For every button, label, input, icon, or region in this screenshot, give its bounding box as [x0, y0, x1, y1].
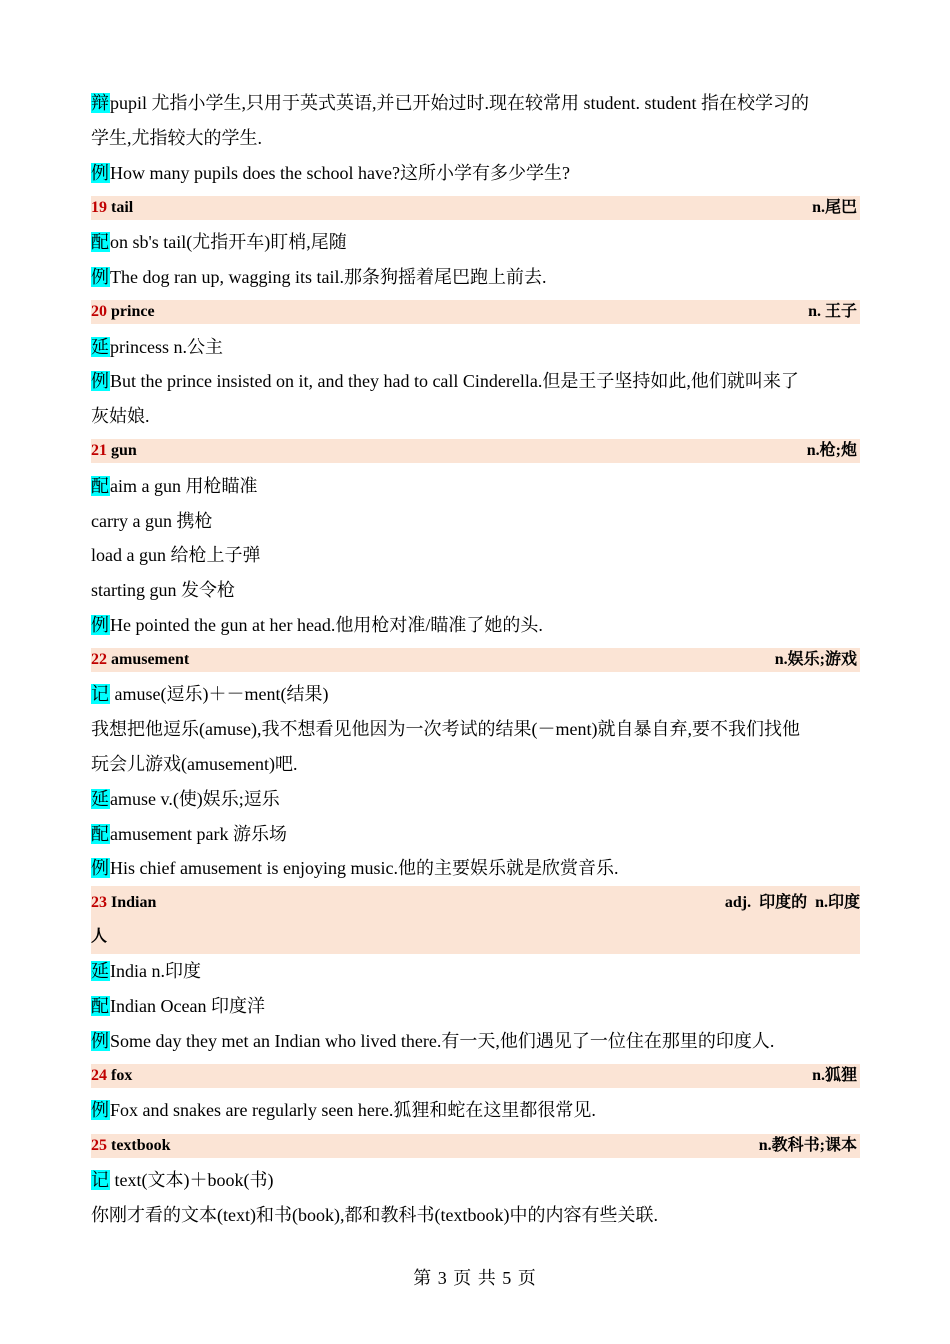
line-text: His chief amusement is enjoying music.他的主要娱乐就是欣赏音乐. — [110, 858, 619, 879]
line-text: amuse(逗乐)＋－ment(结果) — [110, 684, 329, 705]
tag-li: 例 — [91, 371, 109, 392]
tag-li: 例 — [91, 1100, 109, 1121]
entry-pos: n.狐狸 — [812, 1067, 857, 1085]
entry-number: 24 — [91, 1067, 107, 1085]
tag-li: 例 — [91, 162, 109, 183]
text-line — [91, 364, 860, 399]
line-text: 学生,尤指较大的学生. — [91, 127, 262, 148]
text-line — [91, 782, 860, 817]
entry-word: gun — [111, 442, 137, 460]
entry-number: 22 — [91, 651, 107, 669]
entry-word: amusement — [111, 651, 190, 669]
line-text: The dog ran up, wagging its tail.那条狗摇着尾巴跑上前去. — [110, 266, 547, 287]
tag-li: 例 — [91, 614, 109, 635]
text-line — [91, 1198, 860, 1233]
line-text: princess n.公主 — [110, 336, 223, 357]
line-text: He pointed the gun at her head.他用枪对准/瞄准了她的头. — [110, 614, 543, 635]
entry-word: tail — [111, 198, 134, 216]
entry-header-24 — [91, 1064, 860, 1088]
entry-header-25 — [91, 1134, 860, 1158]
page-content — [91, 86, 860, 1233]
entry-pos-continued: 人 — [91, 928, 108, 946]
text-line — [91, 1093, 860, 1128]
tag-yan: 延 — [91, 788, 109, 809]
line-text: 我想把他逗乐(amuse),我不想看见他因为一次考试的结果(－ment)就自暴自弃,要不我们找他 — [91, 719, 800, 740]
line-text: amusement park 游乐场 — [110, 823, 287, 844]
line-text: carry a gun 携枪 — [91, 510, 213, 531]
entry-pos: n.尾巴 — [812, 198, 857, 216]
text-line — [91, 399, 860, 434]
text-line — [91, 538, 860, 573]
text-line — [91, 225, 860, 260]
entry-pos: adj. 印度的 n.印度 — [724, 894, 860, 912]
tag-pei: 配 — [91, 823, 109, 844]
entry-header-19 — [91, 196, 860, 220]
line-text: starting gun 发令枪 — [91, 580, 235, 601]
entry-pos: n. 王子 — [808, 303, 857, 321]
text-line — [91, 504, 860, 539]
text-line — [91, 260, 860, 295]
line-text: Fox and snakes are regularly seen here.狐狸和蛇在这里都很常见. — [110, 1100, 596, 1121]
entry-word: Indian — [111, 894, 157, 912]
text-line — [91, 156, 860, 191]
entry-number: 25 — [91, 1136, 107, 1154]
text-line — [91, 573, 860, 608]
line-text: 灰姑娘. — [91, 406, 150, 427]
entry-header-23 — [91, 886, 860, 954]
tag-yan: 延 — [91, 961, 109, 982]
entry-number: 20 — [91, 303, 107, 321]
entry-word: prince — [111, 303, 155, 321]
line-text: on sb's tail(尤指开车)盯梢,尾随 — [110, 232, 347, 253]
tag-pei: 配 — [91, 996, 109, 1017]
line-text: India n.印度 — [110, 961, 201, 982]
text-line — [91, 608, 860, 643]
tag-ji: 记 — [91, 684, 109, 705]
entry-number: 23 — [91, 894, 107, 912]
tag-yan: 延 — [91, 336, 109, 357]
line-text: text(文本)＋book(书) — [110, 1170, 274, 1191]
text-line — [91, 677, 860, 712]
page-footer: 第 3 页 共 5 页 — [413, 1268, 537, 1288]
text-line — [91, 469, 860, 504]
tag-pei: 配 — [91, 232, 109, 253]
entry-header-21 — [91, 439, 860, 463]
tag-li: 例 — [91, 858, 109, 879]
text-line — [91, 954, 860, 989]
entry-number: 21 — [91, 442, 107, 460]
text-line — [91, 1024, 860, 1059]
line-text: But the prince insisted on it, and they had to call Cinderella.但是王子坚持如此,他们就叫来了 — [110, 371, 799, 392]
line-text: How many pupils does the school have?这所小学有多少学生? — [110, 162, 570, 183]
text-line — [91, 851, 860, 886]
entry-word: textbook — [111, 1136, 171, 1154]
text-line — [91, 86, 860, 121]
entry-pos: n.教科书;课本 — [758, 1136, 857, 1154]
entry-number: 19 — [91, 198, 107, 216]
text-line — [91, 1163, 860, 1198]
line-text: amuse v.(使)娱乐;逗乐 — [110, 788, 280, 809]
text-line — [91, 330, 860, 365]
entry-header-20 — [91, 300, 860, 324]
line-text: Indian Ocean 印度洋 — [110, 996, 265, 1017]
line-text: 你刚才看的文本(text)和书(book),都和教科书(textbook)中的内容有些关联. — [91, 1204, 658, 1225]
tag-li: 例 — [91, 266, 109, 287]
tag-ji: 记 — [91, 1170, 109, 1191]
text-line — [91, 747, 860, 782]
text-line — [91, 712, 860, 747]
tag-li: 例 — [91, 1030, 109, 1051]
line-text: pupil 尤指小学生,只用于英式英语,并已开始过时.现在较常用 student. student 指在校学习的 — [110, 93, 809, 113]
line-text: Some day they met an Indian who lived there.有一天,他们遇见了一位住在那里的印度人. — [110, 1030, 775, 1051]
entry-word: fox — [111, 1067, 133, 1085]
line-text: 玩会儿游戏(amusement)吧. — [91, 754, 298, 775]
line-text: aim a gun 用枪瞄准 — [110, 475, 258, 496]
text-line — [91, 121, 860, 156]
entry-pos: n.枪;炮 — [806, 442, 857, 460]
text-line — [91, 817, 860, 852]
entry-pos: n.娱乐;游戏 — [774, 651, 857, 669]
tag-bian: 辩 — [91, 93, 109, 113]
text-line — [91, 989, 860, 1024]
line-text: load a gun 给枪上子弹 — [91, 545, 261, 566]
entry-header-22 — [91, 648, 860, 672]
tag-pei: 配 — [91, 475, 109, 496]
